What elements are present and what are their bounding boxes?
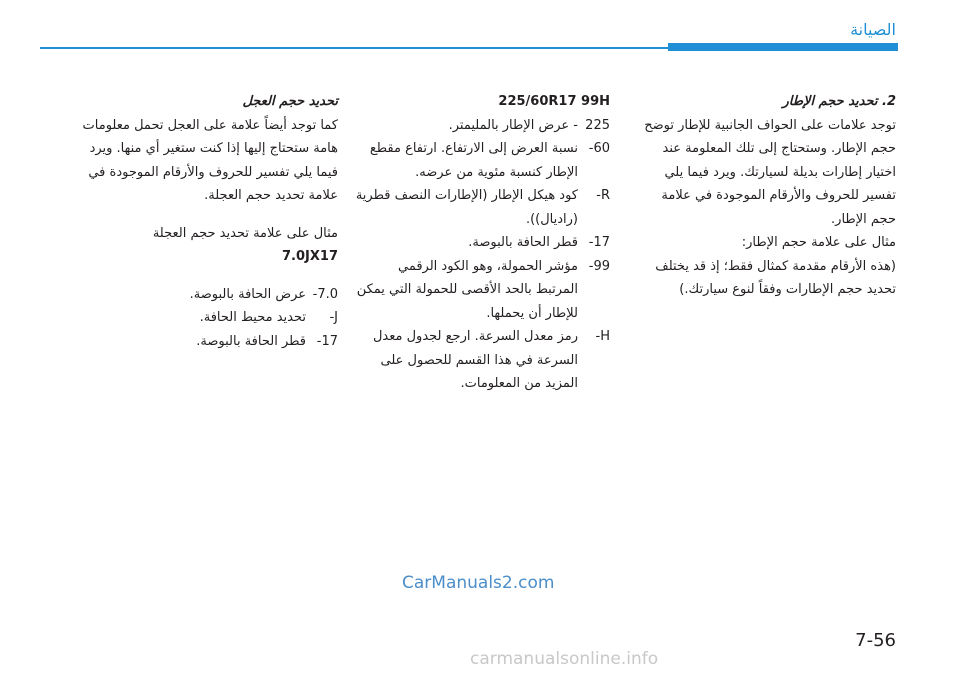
watermark-link[interactable]: CarManuals2.com: [402, 573, 555, 593]
list-item: [352, 114, 610, 138]
list-item-key: 99-: [588, 258, 610, 274]
tire-size-heading: 2. تحديد حجم الإطار: [782, 94, 896, 109]
list-item: [352, 255, 610, 326]
list-item: [352, 184, 610, 231]
tire-size-paragraph: توجد علامات على الحواف الجانبية للإطار توضح حجم الإطار. وستحتاج إلى تلك المعلومة عند اختيار إطارات بديلة لسيارتك. ويرد فيما يلي تفسير للحروف والأرقام الموجودة في علامة حجم الإطار.: [644, 117, 896, 227]
tire-size-example-label: مثال على علامة حجم الإطار:: [741, 235, 896, 250]
right-column: [638, 90, 896, 302]
list-item: [352, 231, 610, 255]
tire-size-code: 225/60R17 99H: [498, 94, 610, 109]
list-item-text: تحديد محيط الحافة.: [199, 310, 306, 325]
list-item-key: 225: [585, 117, 610, 133]
footer-watermark: carmanualsonline.info: [470, 649, 659, 669]
section-title: الصيانة: [850, 20, 896, 39]
list-item-text: كود هيكل الإطار (الإطارات النصف قطرية (راديال)).: [355, 188, 578, 227]
list-item: [352, 325, 610, 396]
list-item-text: مؤشر الحمولة، وهو الكود الرقمي المرتبط بالحد الأقصى للحمولة التي يمكن للإطار أن يحملها.: [356, 258, 578, 321]
list-item: [352, 137, 610, 184]
list-item: [66, 283, 338, 307]
list-item-key: 17-: [316, 333, 338, 349]
left-column: [66, 90, 338, 353]
wheel-size-code: 7.0JX17: [282, 249, 338, 264]
list-item-text: نسبة العرض إلى الارتفاع. ارتفاع مقطع الإطار كنسبة مئوية من عرضه.: [369, 141, 578, 180]
list-item-key: 7.0-: [312, 286, 338, 302]
page-number: 7-56: [855, 630, 896, 651]
list-item-text: قطر الحافة بالبوصة.: [468, 235, 578, 250]
tire-size-note: (هذه الأرقام مقدمة كمثال فقط؛ إذ قد يختلف تحديد حجم الإطارات وفقاً لنوع سيارتك.): [655, 258, 896, 297]
list-item-text: رمز معدل السرعة. ارجع لجدول معدل السرعة في هذا القسم للحصول على المزيد من المعلومات.: [372, 329, 578, 391]
list-item-key: 17-: [588, 235, 610, 250]
middle-column: [352, 90, 610, 396]
list-item: [66, 306, 338, 330]
list-item-key: H-: [595, 329, 610, 344]
header-accent-bar: [668, 43, 898, 51]
list-item: [66, 330, 338, 354]
list-item-text: عرض الحافة بالبوصة.: [189, 286, 306, 302]
wheel-size-paragraph: كما توجد أيضاً علامة على العجل تحمل معلومات هامة ستحتاج إليها إذا كنت ستغير أي منها. ويرد فيما يلي تفسير للحروف والأرقام الموجودة في علامة تحديد حجم العجلة.: [82, 117, 338, 203]
list-item-key: R-: [596, 188, 610, 203]
list-item-text: قطر الحافة بالبوصة.: [196, 333, 306, 349]
wheel-size-example-label: مثال على علامة تحديد حجم العجلة: [152, 225, 338, 241]
wheel-size-heading: تحديد حجم العجل: [242, 94, 338, 109]
list-item-key: 60-: [588, 141, 610, 156]
list-item-text: - عرض الإطار بالمليمتر.: [448, 117, 578, 133]
list-item-key: J-: [329, 310, 338, 325]
